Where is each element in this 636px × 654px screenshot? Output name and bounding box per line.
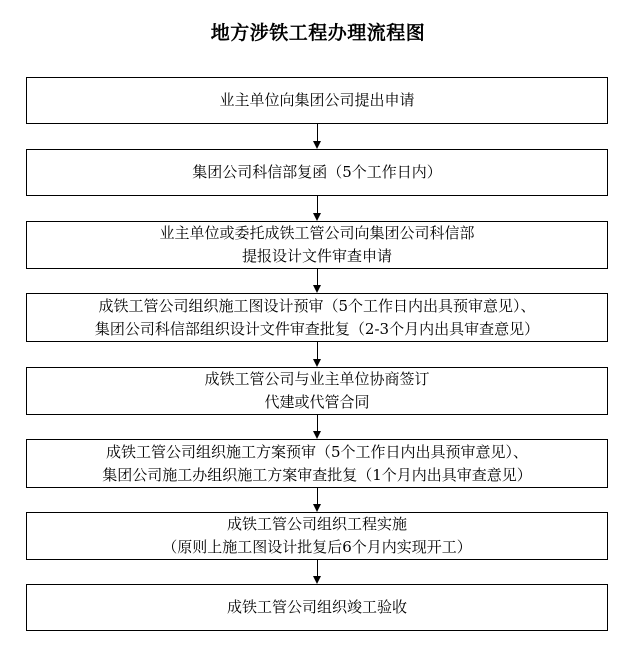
flow-step-5 xyxy=(26,367,608,415)
flow-step-6 xyxy=(26,439,608,488)
flow-arrow-3 xyxy=(317,269,319,293)
flow-arrow-1 xyxy=(317,124,319,149)
flow-step-7-line-1: 成铁工管公司组织工程实施 xyxy=(226,515,407,533)
flow-step-1 xyxy=(26,77,608,124)
flow-step-7 xyxy=(26,512,608,560)
diagram-title: 地方涉铁工程办理流程图 xyxy=(210,22,426,44)
flow-step-3-line-2: 提报设计文件审查申请 xyxy=(241,247,392,265)
flow-step-2 xyxy=(26,149,608,196)
flow-arrow-4 xyxy=(317,342,319,367)
flow-step-2-line-1: 集团公司科信部复函（5个工作日内） xyxy=(192,163,442,181)
flow-step-3-line-1: 业主单位或委托成铁工管公司向集团公司科信部 xyxy=(159,224,475,242)
flow-step-7-line-2: （原则上施工图设计批复后6个月内实现开工） xyxy=(162,538,472,556)
flow-step-1-line-1: 业主单位向集团公司提出申请 xyxy=(219,91,415,109)
flow-step-3 xyxy=(26,221,608,269)
flow-step-4-line-1: 成铁工管公司组织施工图设计预审（5个工作日内出具预审意见）、 xyxy=(98,296,536,315)
flow-step-8 xyxy=(26,584,608,631)
flow-arrow-2 xyxy=(317,196,319,221)
flow-step-4-line-2: 集团公司科信部组织设计文件审查批复（2-3个月内出具审查意见） xyxy=(94,319,540,338)
flow-arrow-7 xyxy=(317,560,319,584)
flow-step-6-line-2: 集团公司施工办组织施工方案审查批复（1个月内出具审查意见） xyxy=(102,465,532,484)
flow-arrow-5 xyxy=(317,415,319,439)
flow-step-8-line-1: 成铁工管公司组织竣工验收 xyxy=(226,598,407,616)
flow-step-6-line-1: 成铁工管公司组织施工方案预审（5个工作日内出具预审意见）、 xyxy=(105,442,529,461)
flow-step-5-line-1: 成铁工管公司与业主单位协商签订 xyxy=(204,370,430,388)
flow-step-4 xyxy=(26,293,608,342)
flow-step-5-line-2: 代建或代管合同 xyxy=(264,393,370,411)
flow-arrow-6 xyxy=(317,488,319,512)
